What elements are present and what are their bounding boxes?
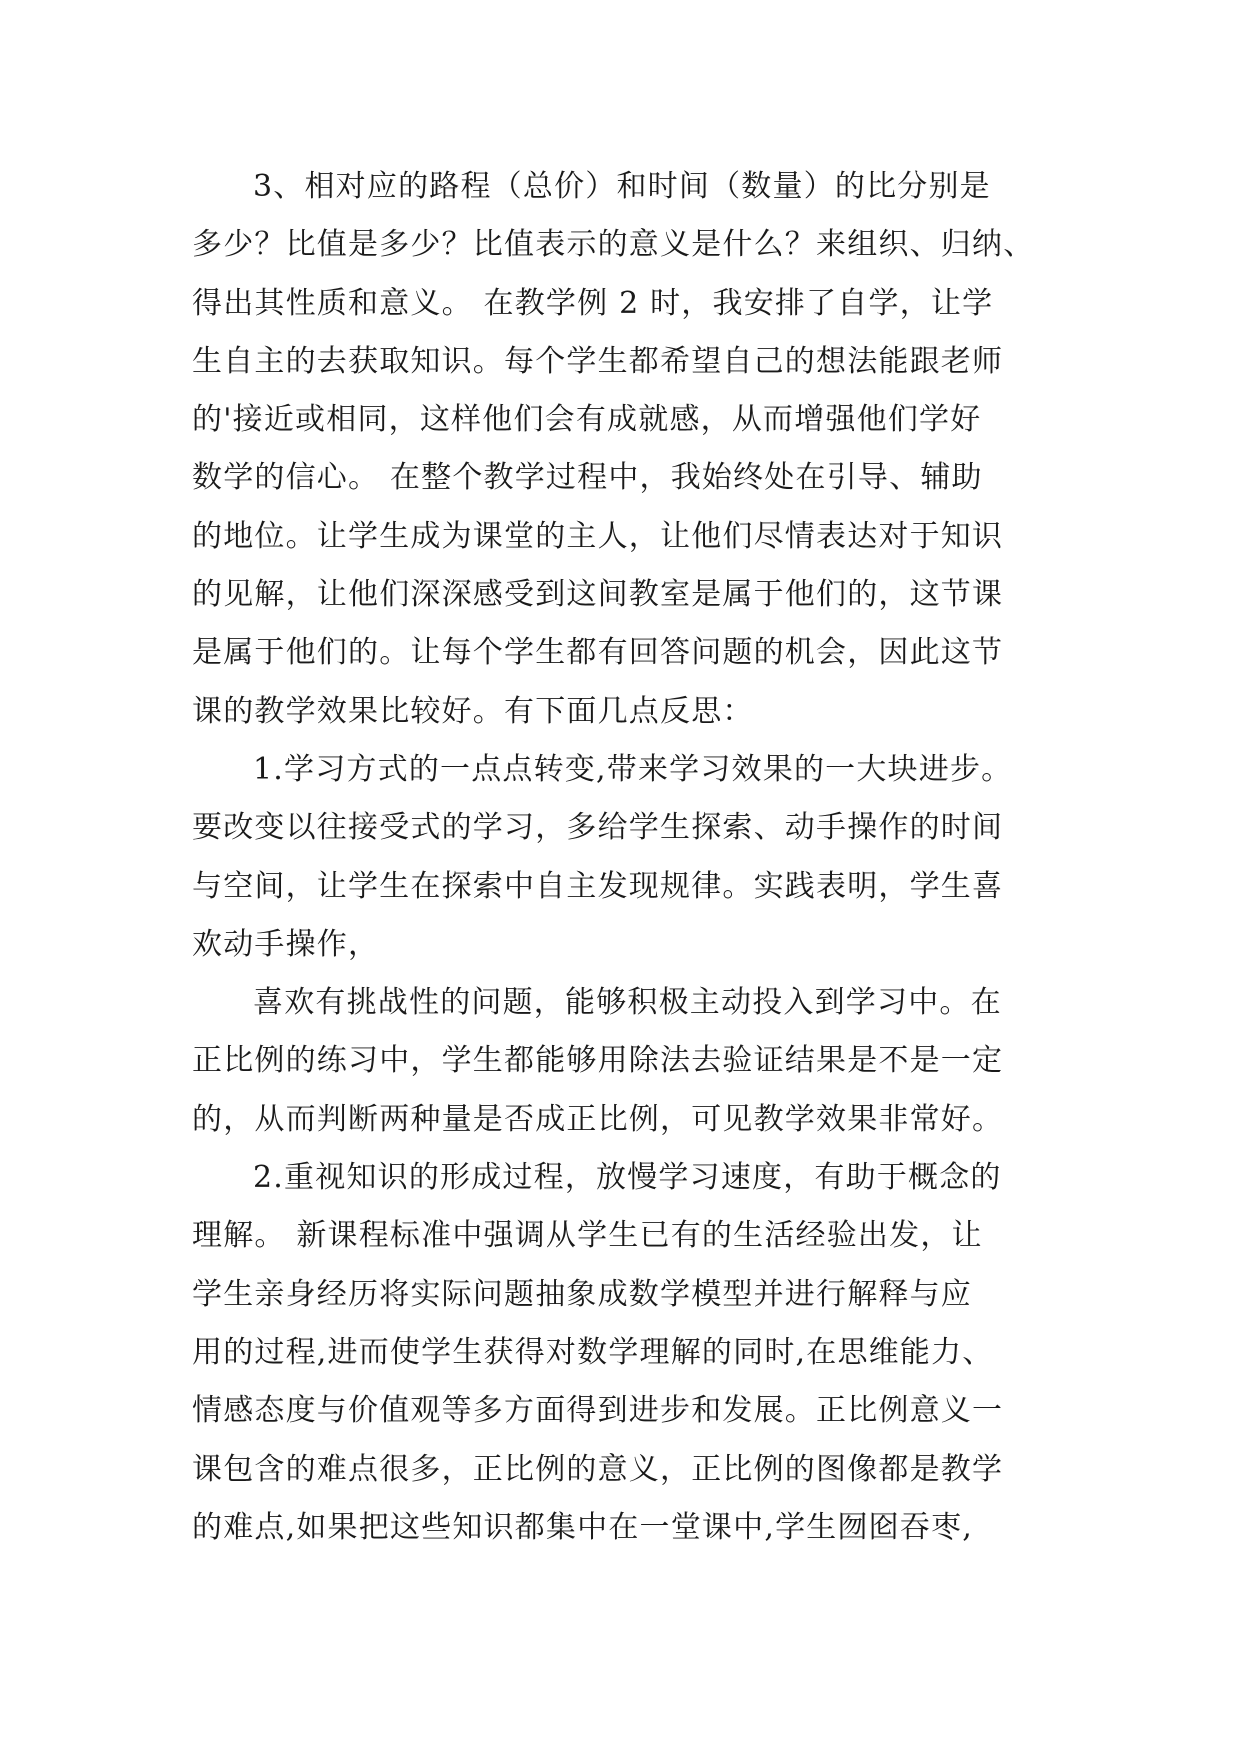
text-line-16: 正比例的练习中，学生都能够用除法去验证结果是不是一定 [192,1043,1004,1079]
text-line-19: 理解。 新课程标准中强调从学生已有的生活经验出发，让 [192,1218,983,1254]
document-body [192,158,1092,1557]
text-line-6: 数学的信心。 在整个教学过程中，我始终处在引导、辅助 [192,460,983,496]
text-line-8: 的见解，让他们深深感受到这间教室是属于他们的，这节课 [192,577,1004,613]
text-line-24: 的难点,如果把这些知识都集中在一堂课中,学生囫囵吞枣, [192,1509,974,1545]
text-line-1: 3、相对应的路程（总价）和时间（数量）的比分别是 [253,169,991,204]
text-line-10: 课的教学效果比较好。有下面几点反思： [192,693,754,729]
text-line-3: 得出其性质和意义。 在教学例 2 时，我安排了自学，让学 [192,285,994,321]
text-line-18: 2.重视知识的形成过程，放慢学习速度，有助于概念的 [253,1160,1002,1196]
text-line-2: 多少？比值是多少？比值表示的意义是什么？来组织、归纳、 [192,227,1035,263]
text-line-17: 的，从而判断两种量是否成正比例，可见教学效果非常好。 [192,1101,1004,1137]
text-line-9: 是属于他们的。让每个学生都有回答问题的机会，因此这节 [192,635,1004,671]
text-line-4: 生自主的去获取知识。每个学生都希望自己的想法能跟老师 [192,343,1004,379]
text-line-13: 与空间，让学生在探索中自主发现规律。实践表明，学生喜 [192,868,1004,904]
text-line-7: 的地位。让学生成为课堂的主人，让他们尽情表达对于知识 [192,518,1004,554]
text-line-21: 用的过程,进而使学生获得对数学理解的同时,在思维能力、 [192,1334,994,1370]
text-line-23: 课包含的难点很多，正比例的意义，正比例的图像都是教学 [192,1451,1004,1487]
text-line-22: 情感态度与价值观等多方面得到进步和发展。正比例意义一 [192,1393,1004,1429]
text-line-15: 喜欢有挑战性的问题，能够积极主动投入到学习中。在 [253,985,1002,1021]
text-line-12: 要改变以往接受式的学习，多给学生探索、动手操作的时间 [192,810,1004,846]
text-line-5: 的'接近或相同，这样他们会有成就感，从而增强他们学好 [192,402,982,438]
text-line-11: 1.学习方式的一点点转变,带来学习效果的一大块进步。 [253,751,1013,787]
text-line-20: 学生亲身经历将实际问题抽象成数学模型并进行解释与应 [192,1276,972,1312]
text-line-14: 欢动手操作， [192,926,380,962]
